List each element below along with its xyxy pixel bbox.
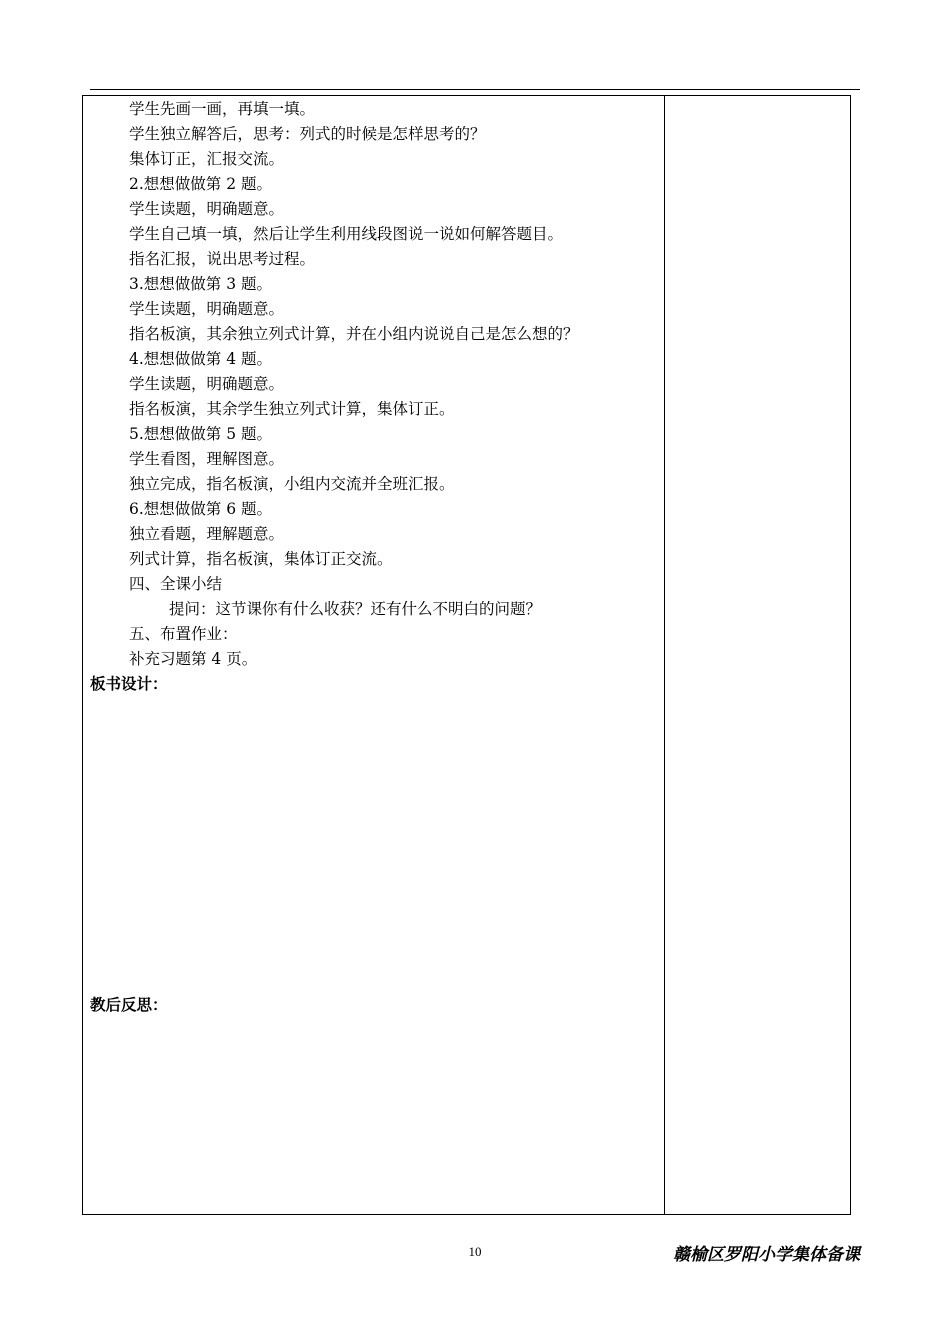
- lesson-line: 学生看图，理解图意。: [129, 450, 285, 468]
- lesson-line: 4.想想做做第 4 题。: [129, 350, 273, 368]
- lesson-line: 独立看题，理解题意。: [129, 525, 285, 543]
- footer-school-name: 赣榆区罗阳小学集体备课: [673, 1245, 860, 1265]
- lesson-line: 2.想想做做第 2 题。: [129, 175, 273, 193]
- lesson-line: 学生自己填一填，然后让学生利用线段图说一说如何解答题目。: [129, 225, 564, 243]
- lesson-line: 提问：这节课你有什么收获？还有什么不明白的问题？: [169, 600, 542, 618]
- page-number: 10: [468, 1244, 482, 1259]
- lesson-line: 指名板演，其余学生独立列式计算，集体订正。: [129, 400, 455, 418]
- table-column-divider: [664, 95, 665, 1215]
- lesson-line: 列式计算，指名板演，集体订正交流。: [129, 550, 393, 568]
- lesson-line: 独立完成，指名板演，小组内交流并全班汇报。: [129, 475, 455, 493]
- header-rule: [90, 89, 860, 90]
- lesson-line: 学生读题，明确题意。: [129, 375, 285, 393]
- lesson-line: 学生读题，明确题意。: [129, 300, 285, 318]
- lesson-line: 指名汇报，说出思考过程。: [129, 250, 316, 268]
- lesson-line: 6.想想做做第 6 题。: [129, 500, 273, 518]
- section-heading-summary: 四、全课小结: [129, 575, 223, 593]
- lesson-line: 补充习题第 4 页。: [129, 650, 258, 668]
- lesson-line: 集体订正，汇报交流。: [129, 150, 285, 168]
- lesson-line: 5.想想做做第 5 题。: [129, 425, 273, 443]
- board-design-heading: 板书设计：: [90, 675, 168, 693]
- lesson-line: 学生先画一画，再填一填。: [129, 100, 316, 118]
- reflection-heading: 教后反思：: [90, 996, 168, 1014]
- section-heading-homework: 五、布置作业：: [129, 625, 238, 643]
- lesson-line: 学生独立解答后，思考：列式的时候是怎样思考的？: [129, 125, 486, 143]
- lesson-line: 3.想想做做第 3 题。: [129, 275, 273, 293]
- lesson-line: 指名板演，其余独立列式计算，并在小组内说说自己是怎么想的？: [129, 325, 579, 343]
- lesson-line: 学生读题，明确题意。: [129, 200, 285, 218]
- lesson-content: [90, 97, 660, 697]
